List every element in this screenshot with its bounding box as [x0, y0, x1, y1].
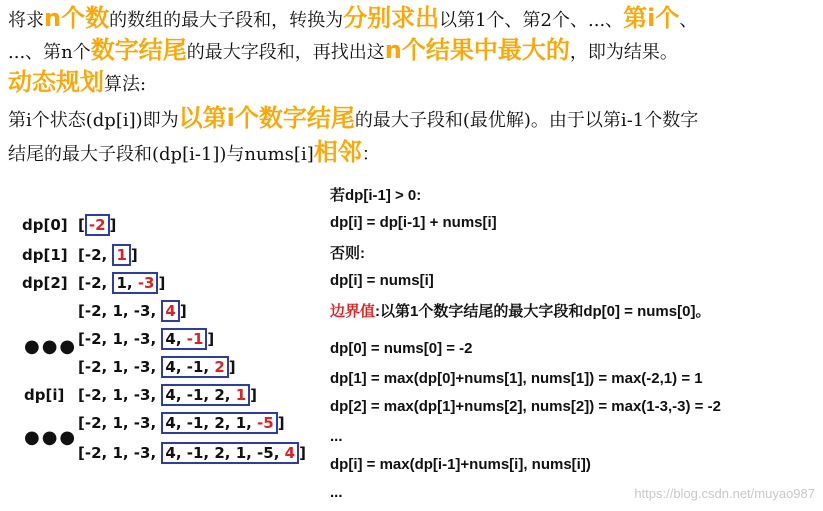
array-current: 4	[165, 302, 176, 320]
subarray-box	[161, 412, 277, 434]
intro-text: 的最大子段和(最优解)。由于以第i-1个数字	[354, 110, 699, 131]
array-row	[78, 386, 257, 404]
intro-text: 、	[679, 10, 698, 31]
intro-highlight: 以第i个数字结尾	[178, 104, 355, 132]
array-suffix: ]	[299, 444, 306, 462]
boundary-text: :以第1个数字结尾的最大字段和dp[0] = nums[0]。	[375, 303, 711, 320]
intro-highlight: 数字结尾	[90, 36, 187, 64]
ellipsis-dots: ●●●	[24, 427, 78, 448]
subarray-box	[161, 442, 299, 464]
array-row	[78, 302, 187, 320]
array-current: 4	[284, 444, 296, 462]
intro-highlight: 分别求出	[343, 4, 440, 32]
array-suffix: ]	[250, 386, 257, 404]
array-suffix: ]	[207, 330, 215, 348]
intro-text: 将求	[8, 10, 44, 31]
array-suffix: ]	[130, 246, 138, 264]
boundary-line	[330, 300, 710, 321]
array-current: -1	[186, 330, 204, 348]
formula-line: dp[i] = nums[i]	[330, 272, 434, 289]
dp-label: dp[i]	[24, 386, 65, 404]
intro-text: ：	[361, 144, 380, 165]
formula-line: dp[i] = dp[i-1] + nums[i]	[330, 214, 497, 231]
array-suffix: ]	[277, 414, 285, 432]
array-current: 2	[214, 358, 225, 376]
intro-text: ...、第n个	[8, 42, 91, 63]
intro-line-4	[8, 106, 698, 133]
dp-label: dp[2]	[22, 274, 68, 292]
intro-text: 结尾的最大子段和(dp[i-1])与nums[i]	[8, 144, 314, 165]
intro-highlight: n个数	[44, 4, 110, 32]
intro-highlight: 第i个	[623, 4, 680, 32]
array-row	[78, 330, 214, 348]
watermark: https://blog.csdn.net/muyao987	[634, 486, 815, 501]
array-row	[78, 274, 165, 292]
array-prefix: [	[78, 216, 85, 234]
condition-line: 若dp[i-1] > 0:	[330, 187, 422, 204]
array-plain: 4, -1, 2,	[165, 386, 236, 404]
array-row	[78, 246, 138, 264]
array-row	[78, 358, 236, 376]
intro-text: 的数组的最大子段和，转换为	[109, 10, 344, 31]
array-current: -3	[137, 274, 155, 292]
ellipsis-dots: ●●●	[24, 336, 78, 357]
dp-label: dp[0]	[22, 216, 68, 234]
array-current: -2	[88, 216, 106, 234]
array-prefix: [-2,	[78, 246, 113, 264]
subarray-box	[161, 384, 250, 406]
intro-text: 的最大字段和，再找出这	[186, 42, 385, 63]
dp-label: dp[1]	[22, 246, 68, 264]
intro-text: 以第1个、第2个、...、	[439, 10, 624, 31]
array-prefix: [-2,	[78, 274, 113, 292]
array-prefix: [-2, 1, -3,	[78, 444, 162, 462]
array-suffix: ]	[179, 302, 187, 320]
array-plain: 4, -1, 2, 1,	[165, 414, 258, 432]
array-plain: 4, -1, 2, 1, -5,	[165, 444, 285, 462]
formula-line: dp[2] = max(dp[1]+nums[2], nums[2]) = max(1-3,-3) = -2	[330, 398, 721, 415]
array-prefix: [-2, 1, -3,	[78, 358, 162, 376]
subarray-box	[85, 214, 110, 236]
array-prefix: [-2, 1, -3,	[78, 414, 162, 432]
ellipsis-line: ...	[330, 484, 343, 501]
formula-line: dp[1] = max(dp[0]+nums[1], nums[1]) = max(-2,1) = 1	[330, 370, 703, 387]
subarray-box	[112, 244, 130, 266]
intro-highlight: 相邻	[313, 138, 362, 166]
array-prefix: [-2, 1, -3,	[78, 330, 162, 348]
array-prefix: [-2, 1, -3,	[78, 302, 162, 320]
array-current: -5	[257, 414, 274, 432]
ellipsis-line: ...	[330, 428, 343, 445]
formula-line: dp[i] = max(dp[i-1]+nums[i], nums[i])	[330, 456, 591, 473]
array-current: 1	[235, 386, 247, 404]
array-row	[78, 414, 285, 432]
array-row	[78, 216, 116, 234]
array-row	[78, 444, 306, 462]
intro-line-2	[8, 38, 678, 65]
subarray-box	[112, 272, 158, 294]
intro-line-3	[8, 70, 146, 97]
array-current: 1	[116, 246, 127, 264]
intro-text: 算法:	[104, 74, 147, 95]
intro-text: ，即为结果。	[569, 42, 678, 63]
formula-line: dp[0] = nums[0] = -2	[330, 340, 473, 357]
array-plain: 1,	[116, 274, 138, 292]
intro-highlight: 动态规划	[8, 68, 104, 96]
array-suffix: ]	[158, 274, 166, 292]
array-plain: 4, -1,	[165, 358, 215, 376]
subarray-box	[161, 356, 228, 378]
array-suffix: ]	[228, 358, 236, 376]
intro-highlight: n个结果中最大的	[384, 36, 570, 64]
array-prefix: [-2, 1, -3,	[78, 386, 162, 404]
subarray-box	[161, 328, 207, 350]
intro-line-5	[8, 140, 380, 167]
array-plain: 4,	[165, 330, 187, 348]
array-suffix: ]	[109, 216, 117, 234]
boundary-label: 边界值	[330, 303, 376, 320]
condition-line: 否则:	[330, 245, 365, 262]
intro-text: 第i个状态(dp[i])即为	[8, 110, 179, 131]
subarray-box	[161, 300, 179, 322]
intro-line-1	[8, 6, 697, 33]
